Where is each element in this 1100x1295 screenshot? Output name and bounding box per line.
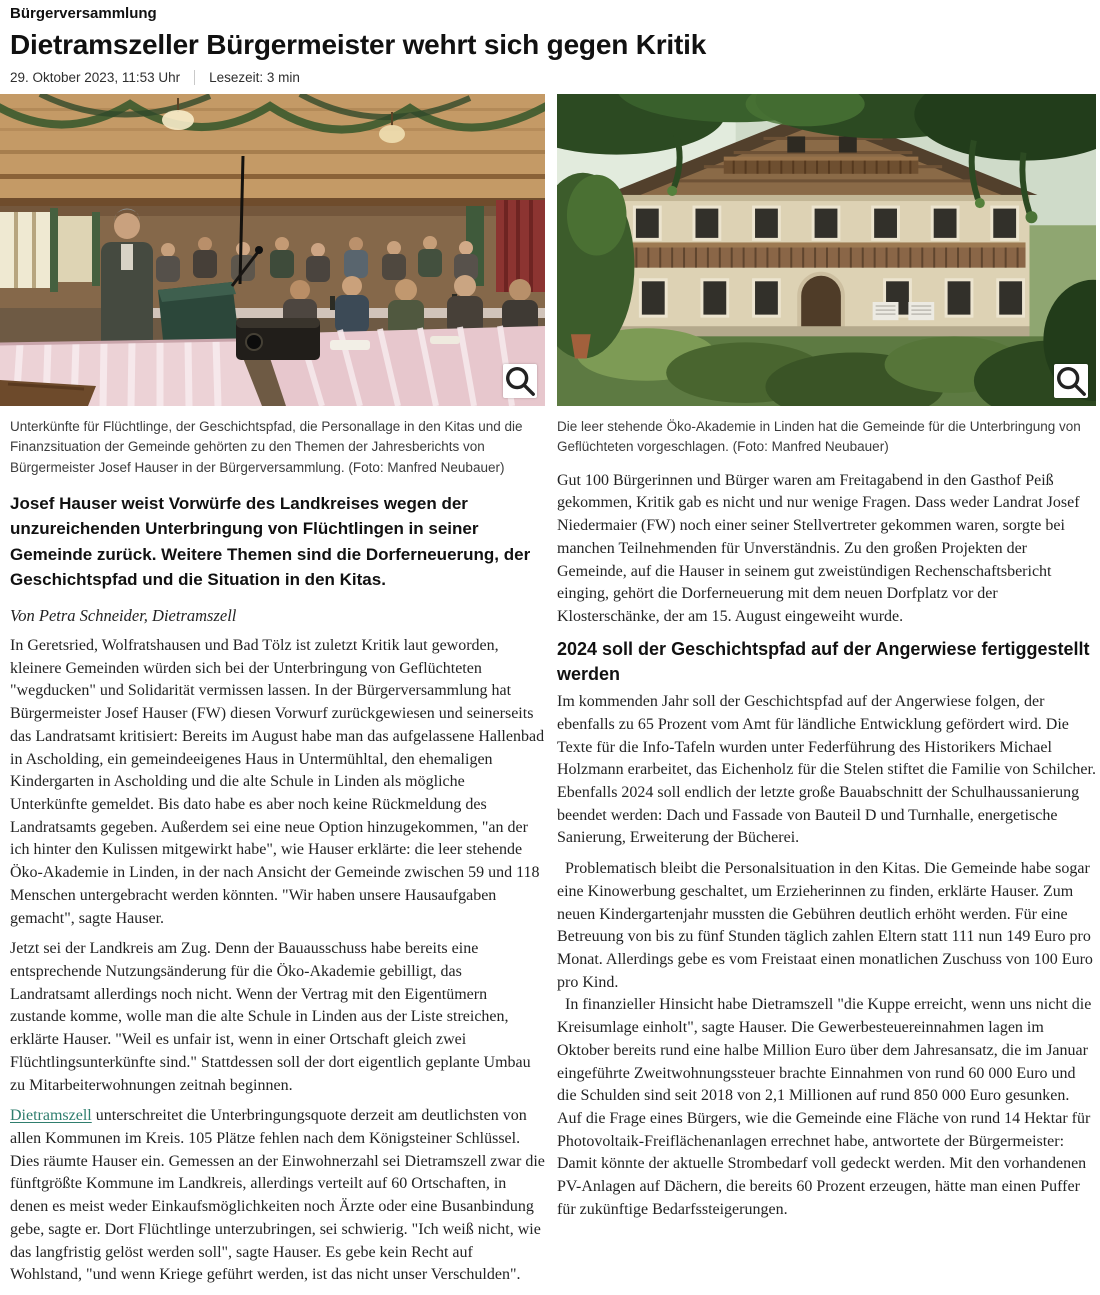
- paragraph: In Geretsried, Wolfratshausen und Bad Tölz ist zuletzt Kritik laut geworden, kleinere Gemeinden würden sich bei der Unterbringung von Geflüchteten "wegducken" und Solidarität vermissen lassen. In der Bürgerversammlung hat Bürgermeister Josef Hauser (FW) diesen Vorwurf zurückgewiesen und seinerseits das Landratsamt kritisiert: Bereits im August habe man das aufgelassene Hallenbad in Ascholding, ein gemeindeeigenes Haus in Untermühltal, den ehemaligen Kindergarten in Ascholding und die alte Schule in Linden als mögliche Unterkünfte gemeldet. Bis dato habe es aber noch keine Rückmeldung des Landratsamts gegeben. Außerdem sei eine neue Option hinzugekommen, "an der ich hinter den Kulissen mitgewirkt habe", wie Hauser erklärte: die leer stehende Öko-Akademie in Linden, in der nach Ansicht der Gemeinde zwischen 59 und 118 Menschen untergebracht werden könnten. "Wir haben unsere Hausaufgaben gemacht", sagte Hauser.: [10, 636, 545, 927]
- right-photo-caption: Die leer stehende Öko-Akademie in Linden hat die Gemeinde für die Unterbringung von Geflüchteten vorgeschlagen. (Foto: Manfred Neubauer): [557, 419, 1081, 455]
- paragraph: Problematisch bleibt die Personalsituation in den Kitas. Die Gemeinde habe sogar eine Kinowerbung geschaltet, um Erzieherinnen zu finden, erklärte Hauser. Zum neuen Kindergartenjahr mussten die Gebühren deutlich erhöht werden. Für eine Betreuung von bis zu fünf Stunden täglich zahlen Eltern statt 111 nun 149 Euro pro Monat. Allerdings gebe es vom Freistaat einen monatlichen Zuschuss von 100 Euro pro Kind.: [557, 860, 1093, 991]
- publish-date: 29. Oktober 2023, 11:53 Uhr: [10, 70, 181, 86]
- magnifier-icon[interactable]: [1054, 364, 1088, 398]
- section-subhead: 2024 soll der Geschichtspfad auf der Angerwiese fertiggestellt werden: [557, 638, 1090, 684]
- paragraph: Im kommenden Jahr soll der Geschichtspfad auf der Angerwiese folgen, der ebenfalls zu 65 Prozent vom Amt für ländliche Entwicklung gefördert wird. Die Texte für die Info-Tafeln wurden unter Federführung des Historikers Michael Holzmann erarbeitet, das Eichenholz für die Stelen stiftet die Familie von Schilcher. Ebenfalls 2024 soll endlich der letzte große Bauabschnitt der Schulhaussanierung beendet werden: Dach und Fassade von Bauteil D und Turnhalle, energetische Sanierung, Erweiterung der Bücherei.: [557, 693, 1096, 847]
- magnifier-icon[interactable]: [503, 364, 537, 398]
- article-lead: Josef Hauser weist Vorwürfe des Landkreises wegen der unzureichenden Unterbringung von Flüchtlingen in seiner Gemeinde zurück. Weitere Themen sind die Dorferneuerung, der Geschichtspfad und die Situation in den Kitas.: [10, 493, 531, 590]
- article-meta: [10, 70, 1090, 85]
- article-body: [0, 94, 1100, 1295]
- paragraph: [10, 1105, 545, 1287]
- byline: Von Petra Schneider, Dietramszell: [10, 605, 237, 625]
- oeko-akademie-photo[interactable]: [557, 94, 1096, 406]
- kicker: Bürgerversammlung: [10, 5, 157, 22]
- paragraph: Gut 100 Bürgerinnen und Bürger waren am Freitagabend in den Gasthof Peiß gekommen, Kritik gab es nicht und nur wenige Fragen. Dass weder Landrat Josef Niedermaier (FW) noch einer seiner Stellvertreter gekommen waren, sorgte bei manchen Teilnehmenden für Unverständnis. Zu den großen Projekten der Gemeinde, auf die Hauser in seinem gut zweistündigen Rechenschaftsbericht einging, gehört die Dorferneuerung mit dem neuen Dorfplatz vor der Klosterschänke, der am 15. August eingeweiht wurde.: [557, 471, 1080, 625]
- meeting-photo-illustration: [0, 94, 545, 406]
- paragraph-text: unterschreitet die Unterbringungsquote derzeit am deutlichsten von allen Kommunen im Kreis. 105 Plätze fehlen nach dem Königsteiner Schlüssel. Dies räumte Hauser ein. Gemessen an der Einwohnerzahl sei Dietramszell zwar die fünftgrößte Kommune im Landkreis, allerdings verteilt auf 60 Ortschaften, in denen es meist weder Einkaufsmöglichkeiten noch Ärzte oder eine Busanbindung gebe, sagte er. Dort Flüchtlinge unterzubringen, sei schwierig. "Ich weiß nicht, wie das langfristig gelöst werden soll", sagte Hauser. Es gebe kein Recht auf Wohlstand, "und wenn Kriege geführt werden, ist das nicht unser Verschulden".: [10, 1107, 545, 1284]
- left-column: [0, 94, 545, 1295]
- page-title: Dietramszeller Bürgermeister wehrt sich gegen Kritik: [10, 29, 707, 60]
- read-time: Lesezeit: 3 min: [209, 70, 300, 86]
- article-header: [0, 0, 1100, 85]
- paragraph: Jetzt sei der Landkreis am Zug. Denn der Bauausschuss habe bereits eine entsprechende Nutzungsänderung für die Öko-Akademie gebilligt, das Landratsamt allerdings noch nicht. Wenn der Vertrag mit den Eigentümern zustande komme, wolle man die alte Schule in Linden aus der Liste streichen, erklärte Hauser. "Weil es unfair ist, wenn in einer Ortschaft gleich zwei Flüchtlingsunterkünfte sind." Stattdessen soll der dort eigentlich geplante Umbau zu Mitarbeiterwohnungen zeitnah beginnen.: [10, 940, 531, 1094]
- oeko-akademie-photo-illustration: [557, 94, 1096, 406]
- paragraph: In finanzieller Hinsicht habe Dietramszell "die Kuppe erreicht, wenn uns nicht die Kreisumlage einholt", sagte Hauser. Die Gewerbesteuereinnahmen lagen im Oktober bereits rund eine halbe Million Euro über dem Jahresansatz, die im Januar eingeführte Zweitwohnungssteuer brachte Einnahmen von rund 60 000 Euro und die Schulden sind seit 2018 von 2,1 Millionen auf rund 850 000 Euro gesunken. Auf die Frage eines Bürgers, wie die Gemeinde eine Fläche von rund 14 Hektar für Photovoltaik-Freiflächenanlagen errechnet habe, antwortete der Bürgermeister: Damit könnte der aktuelle Strombedarf voll gedeckt werden. Mit den vorhandenen PV-Anlagen auf Dächern, die bereits 60 Prozent erzeugen, hätte man einen Puffer für zukünftige Bedarfssteigerungen.: [557, 996, 1092, 1218]
- meta-divider: [194, 70, 195, 85]
- dietramszell-link[interactable]: Dietramszell: [10, 1107, 92, 1125]
- meeting-photo[interactable]: [0, 94, 545, 406]
- left-photo-caption: Unterkünfte für Flüchtlinge, der Geschichtspfad, die Personallage in den Kitas und die Finanzsituation der Gemeinde gehörten zu den Themen der Jahresberichts von Bürgermeister Josef Hauser in der Bürgerversammlung. (Foto: Manfred Neubauer): [10, 419, 523, 475]
- right-column: [557, 94, 1100, 1295]
